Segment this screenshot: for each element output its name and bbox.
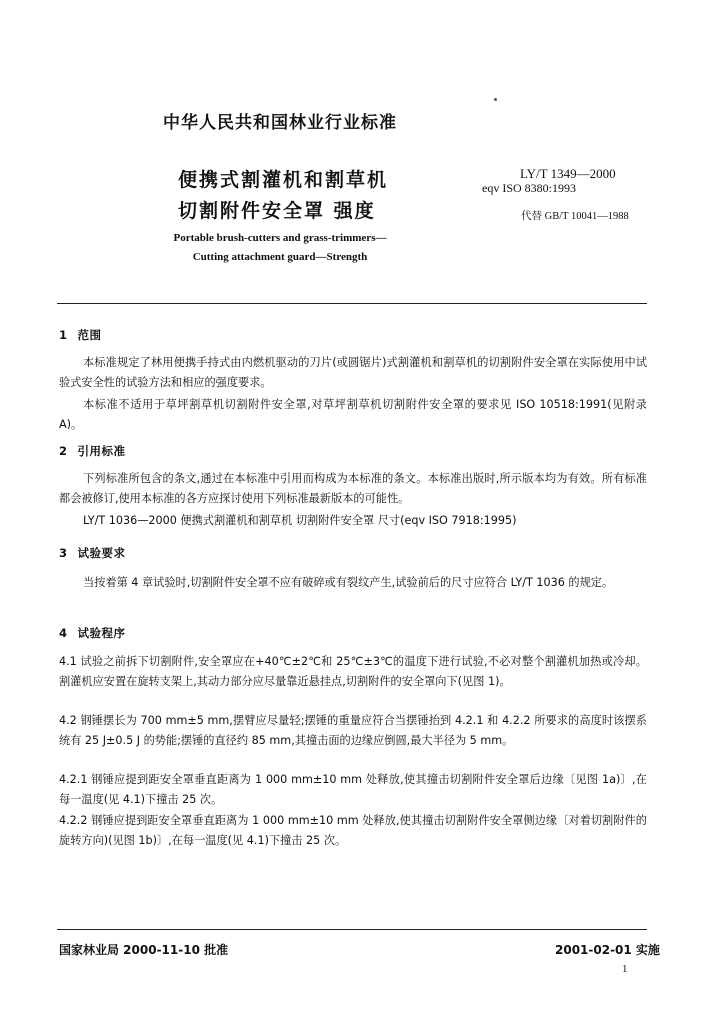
- clause-4-2-2: 4.2.2 钢锤应提到距安全罩垂直距离为 1 000 mm±10 mm 处释放,使其撞击切割附件安全罩侧边缘〔对着切割附件的旋转方向)(见图 1b)〕,在每一温度(见 4.1)下撞击 25 次。: [59, 814, 647, 847]
- footer-divider: [57, 929, 647, 930]
- section-2-reference: LY/T 1036—2000 便携式割灌机和割草机 切割附件安全罩 尺寸(eqv ISO 7918:1995): [83, 514, 517, 527]
- section-2-paragraph-1: 下列标准所包含的条文,通过在本标准中引用而构成为本标准的条文。本标准出版时,所示版本均为有效。所有标准都会被修订,使用本标准的各方应探讨使用下列标准最新版本的可能性。: [59, 472, 647, 505]
- section-number: 3: [59, 546, 68, 560]
- page-number: 1: [622, 963, 628, 975]
- issuing-agency: 中华人民共和国林业行业标准: [163, 113, 397, 133]
- section-3-paragraph-1: 当按着第 4 章试验时,切割附件安全罩不应有破碎或有裂纹产生,试验前后的尺寸应符合 LY/T 1036 的规定。: [83, 576, 614, 589]
- section-1-paragraph-2: 本标准不适用于草坪割草机切割附件安全罩,对草坪割草机切割附件安全罩的要求见 ISO 10518:1991(见附录 A)。: [59, 398, 647, 431]
- section-title: 试验程序: [77, 626, 126, 640]
- clause-4-2-1: 4.2.1 钢锤应提到距安全罩垂直距离为 1 000 mm±10 mm 处释放,使其撞击切割附件安全罩后边缘〔见图 1a)〕,在每一温度(见 4.1)下撞击 25 次。: [59, 773, 647, 806]
- section-1-paragraph-1: 本标准规定了林用便携手持式由内燃机驱动的刀片(或圆锯片)式割灌机和割草机的切割附件安全罩在实际使用中试验式安全性的试验方法和相应的强度要求。: [59, 356, 647, 389]
- approval-date: 国家林业局 2000-11-10 批准: [59, 943, 229, 957]
- equivalent-standard: eqv ISO 8380:1993: [482, 181, 576, 195]
- section-3-heading: [59, 545, 136, 561]
- clause-4-2: 4.2 钢锤摆长为 700 mm±5 mm,摆臂应尽量轻;摆锤的重量应符合当摆锤抬到 4.2.1 和 4.2.2 所要求的高度时该摆系统有 25 J±0.5 J 的势能;摆锤的直径约 85 mm,其撞击面的边缘应倒圆,最大半径为 5 mm。: [59, 714, 647, 747]
- speck-mark: [494, 98, 497, 101]
- title-line-2: 切割附件安全罩 强度: [178, 200, 376, 222]
- section-number: 1: [59, 328, 68, 342]
- section-1-heading: [59, 327, 112, 343]
- clause-4-1: 4.1 试验之前拆下切割附件,安全罩应在+40℃±2℃和 25℃±3℃的温度下进行试验,不必对整个割灌机加热或冷却。割灌机应安置在旋转支架上,其动力部分应尽量靠近悬挂点,切割附件的安全罩向下(见图 1)。: [59, 655, 647, 688]
- section-number: 4: [59, 626, 68, 640]
- english-title-line-2: Cutting attachment guard—Strength: [192, 251, 368, 263]
- replaces-standard: 代替 GB/T 10041—1988: [521, 211, 629, 222]
- implementation-date: 2001-02-01 实施: [555, 943, 660, 957]
- section-4-heading: [59, 625, 136, 641]
- section-2-heading: [59, 443, 136, 459]
- header-divider: [57, 303, 647, 304]
- english-title-line-1: Portable brush-cutters and grass-trimmers—: [173, 232, 387, 244]
- title-line-1: 便携式割灌机和割草机: [178, 169, 389, 191]
- section-title: 试验要求: [77, 546, 126, 560]
- section-number: 2: [59, 444, 68, 458]
- standard-number: LY/T 1349—2000: [520, 166, 616, 181]
- section-title: 范围: [77, 328, 102, 342]
- section-title: 引用标准: [77, 444, 126, 458]
